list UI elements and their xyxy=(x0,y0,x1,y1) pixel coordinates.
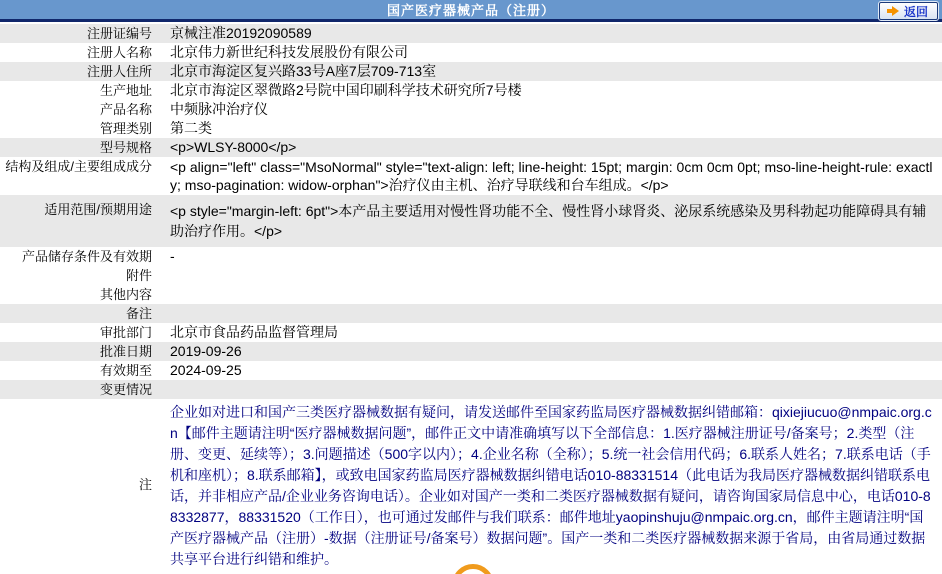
table-row xyxy=(0,266,942,285)
row-value: 京械注准20192090589 xyxy=(170,25,312,41)
row-value: 第二类 xyxy=(170,120,212,136)
table-row xyxy=(0,342,942,361)
table-row xyxy=(0,43,942,62)
row-value xyxy=(160,285,942,304)
row-label: 备注 xyxy=(125,306,152,321)
row-value: 企业如对进口和国产三类医疗器械数据有疑问，请发送邮件至国家药监局医疗器械数据纠错邮箱：qixiejiucuo@nmpaic.org.cn【邮件主题请注明“医疗器械数据问题”，邮件正文中请准确填写以下全部信息：1.医疗器械注册证号/备案号；2.类型（注册、变更、延续等）；3.问题描述（500字以内）；4.企业名称（全称）；5.统一社会信用代码；6.联系人姓名；7.联系电话（手机和座机）；8.联系邮箱】，或致电国家药监局医疗器械数据纠错电话010-88331514（此电话为我局医疗器械数据纠错联系电话，并非相应产品/企业业务咨询电话）。企业如对国产一类和二类医疗器械数据有疑问，请咨询国家局信息中心，电话010-88332877，88331520（工作日），也可通过发邮件与我们联系：邮件地址yaopinshuju@nmpaic.org.cn，邮件主题请注明“国产医疗器械产品（注册）-数据（注册证号/备案号）数据问题”。国产一类和二类医疗器械数据来源于省局，由省局通过数据共享平台进行纠错和维护。 xyxy=(170,404,932,567)
row-label: 生产地址 xyxy=(99,83,152,98)
table-row xyxy=(0,62,942,81)
table-row xyxy=(0,195,942,247)
row-label: 附件 xyxy=(125,268,152,283)
row-value: 北京伟力新世纪科技发展股份有限公司 xyxy=(170,44,408,60)
row-label: 批准日期 xyxy=(99,344,152,359)
table-row xyxy=(0,399,942,570)
row-label: 产品储存条件及有效期 xyxy=(21,249,152,264)
row-label: 注册人住所 xyxy=(86,64,152,79)
row-value: 北京市海淀区复兴路33号A座7层709-713室 xyxy=(170,63,437,79)
row-label: 审批部门 xyxy=(99,325,152,340)
back-button-label: 返回 xyxy=(903,4,928,19)
table-row xyxy=(0,24,942,43)
row-label: 产品名称 xyxy=(99,102,152,117)
title-bar xyxy=(0,0,942,22)
row-value xyxy=(160,304,942,323)
table-row xyxy=(0,285,942,304)
table-row xyxy=(0,380,942,399)
row-value: 中频脉冲治疗仪 xyxy=(170,101,268,117)
row-label: 注册证编号 xyxy=(86,26,152,41)
page-title: 国产医疗器械产品（注册） xyxy=(386,3,555,18)
row-value xyxy=(160,380,942,399)
row-value: - xyxy=(170,248,175,264)
row-value xyxy=(160,266,942,285)
row-value: 北京市海淀区翠微路2号院中国印刷科学技术研究所7号楼 xyxy=(170,82,522,98)
row-label: 管理类别 xyxy=(99,121,152,136)
right-arrow-icon xyxy=(887,6,899,16)
row-value: <p align="left" class="MsoNormal" style="text-align: left; line-height: 15pt; margin: 0cm 0cm 0pt; mso-line-height-rule: exactly; mso-pagination: widow-orphan">治疗仪由主机、治疗导联线和台车组成。</p> xyxy=(170,159,933,193)
table-row xyxy=(0,304,942,323)
table-row xyxy=(0,119,942,138)
row-value: <p style="margin-left: 6pt">本产品主要适用对慢性肾功能不全、慢性肾小球肾炎、泌尿系统感染及男科勃起功能障碍具有辅助治疗作用。</p> xyxy=(170,203,927,239)
row-label: 变更情况 xyxy=(99,382,152,397)
row-value: 2024-09-25 xyxy=(170,362,242,378)
row-label: 型号规格 xyxy=(99,140,152,155)
row-label: 结构及组成/主要组成成分 xyxy=(5,159,152,174)
table-row xyxy=(0,361,942,380)
row-value: 北京市食品药品监督管理局 xyxy=(170,324,338,340)
registration-table xyxy=(0,24,942,570)
table-row xyxy=(0,100,942,119)
table-row xyxy=(0,323,942,342)
row-label: 有效期至 xyxy=(99,363,152,378)
row-label: 注 xyxy=(138,477,152,492)
row-value: <p>WLSY-8000</p> xyxy=(170,139,297,155)
table-row xyxy=(0,138,942,157)
row-label: 注册人名称 xyxy=(86,45,152,60)
table-row xyxy=(0,157,942,195)
row-label: 其他内容 xyxy=(99,287,152,302)
back-button[interactable] xyxy=(879,2,938,20)
row-label: 适用范围/预期用途 xyxy=(44,202,152,217)
row-value: 2019-09-26 xyxy=(170,343,242,359)
table-row xyxy=(0,81,942,100)
table-row xyxy=(0,247,942,266)
